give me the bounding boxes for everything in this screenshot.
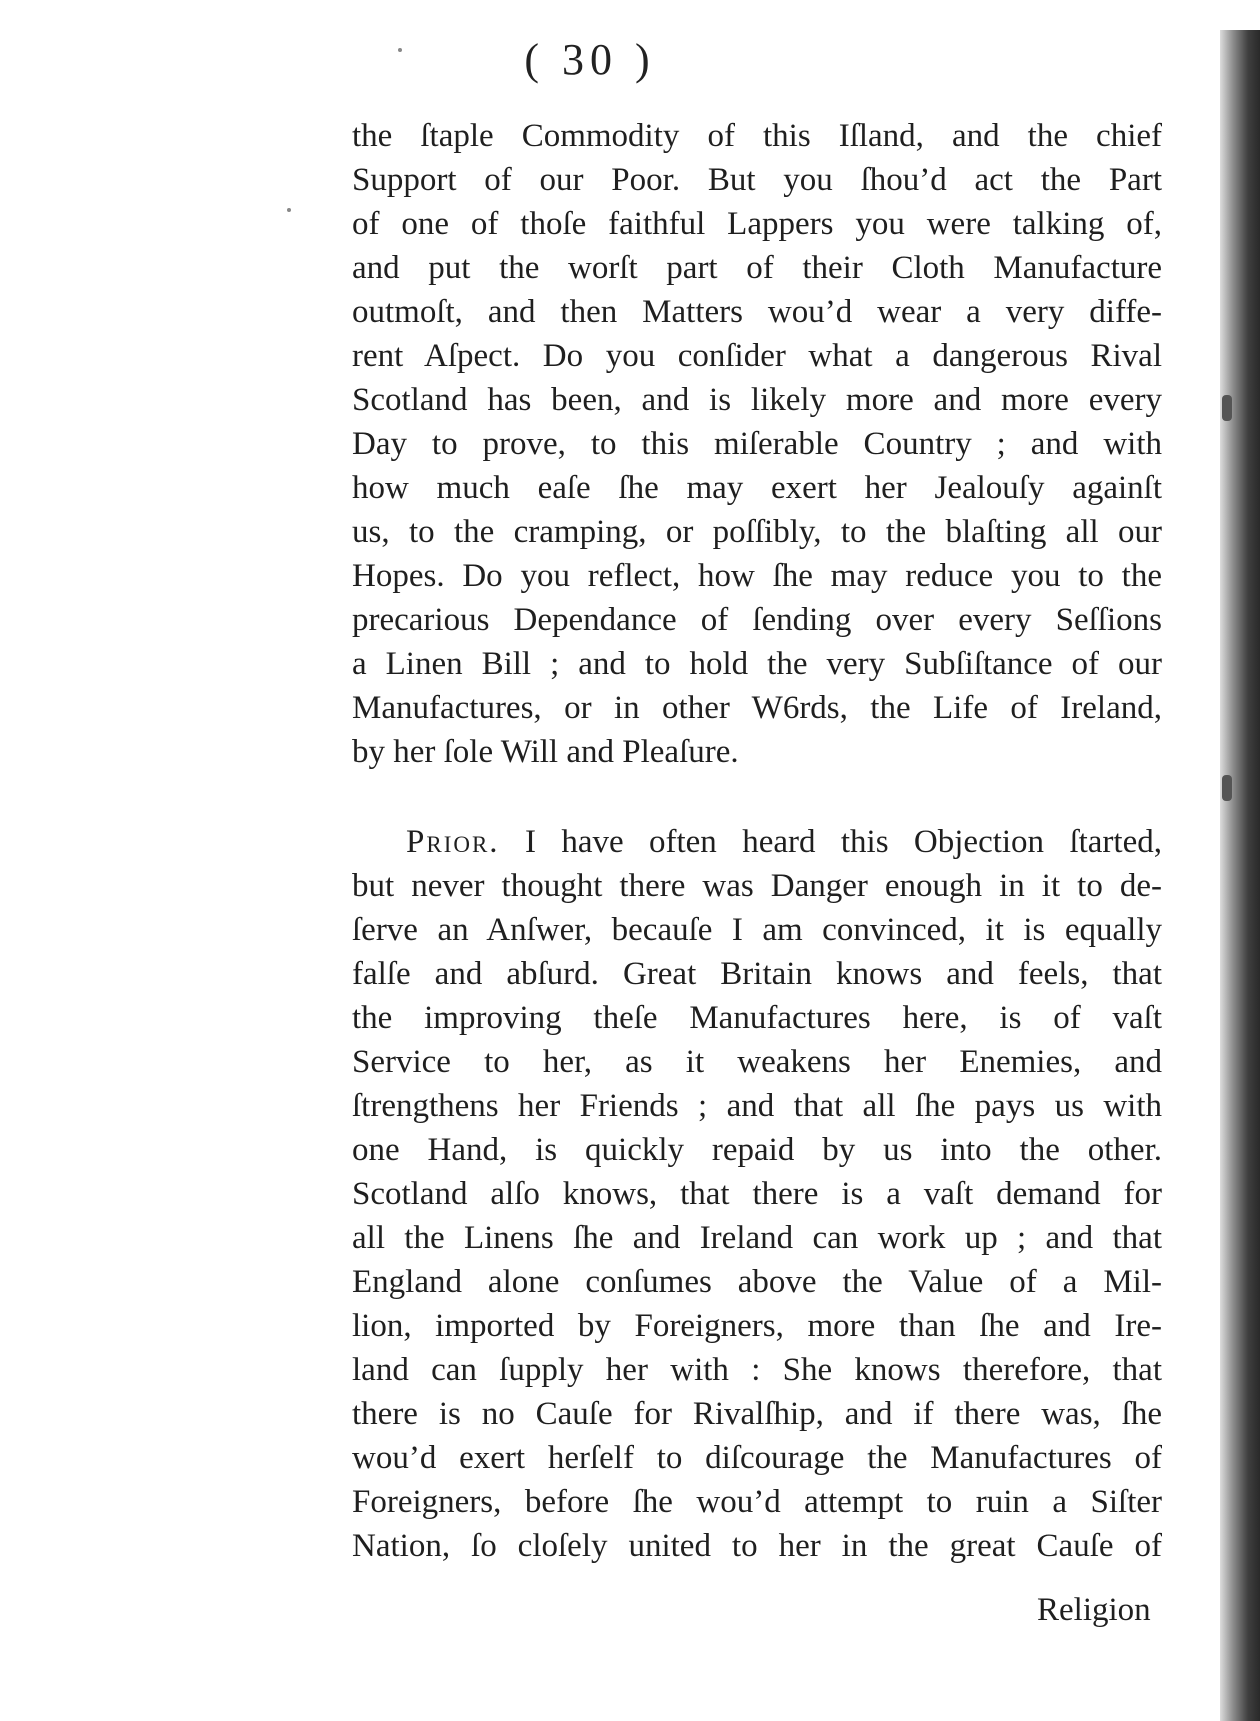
- text-line: a Linen Bill ; and to hold the very Subſiſtance of our: [352, 646, 1162, 682]
- text-line: Scotland alſo knows, that there is a vaſt demand for: [352, 1176, 1162, 1212]
- text-line: falſe and abſurd. Great Britain knows and feels, that: [352, 956, 1162, 992]
- text-line: Scotland has been, and is likely more and more every: [352, 382, 1162, 418]
- text-line: how much eaſe ſhe may exert her Jealouſy againſt: [352, 470, 1162, 506]
- text-line: and put the worſt part of their Cloth Manufacture: [352, 250, 1162, 286]
- binding-shadow: [1220, 30, 1260, 1721]
- binding-speck: [1222, 395, 1232, 421]
- text-line: there is no Cauſe for Rivalſhip, and if there was, ſhe: [352, 1396, 1162, 1432]
- paper-speck: [398, 48, 402, 52]
- text-line: the improving theſe Manufactures here, is of vaſt: [352, 1000, 1162, 1036]
- binding-speck: [1222, 775, 1232, 801]
- text-line: of one of thoſe faithful Lappers you were talking of,: [352, 206, 1162, 242]
- text-line: Support of our Poor. But you ſhou’d act the Part: [352, 162, 1162, 198]
- text-line-first: [352, 820, 1162, 864]
- paragraph-2: [352, 820, 1162, 1568]
- catchword: Religion: [1037, 1592, 1151, 1628]
- paragraph-1: [352, 114, 1162, 774]
- text-line: Day to prove, to this miſerable Country ; and with: [352, 426, 1162, 462]
- text-line: Hopes. Do you reflect, how ſhe may reduce you to the: [352, 558, 1162, 594]
- text-line: Manufactures, or in other W6rds, the Life of Ireland,: [352, 690, 1162, 726]
- speaker-name: Prior.: [406, 824, 500, 860]
- text-line: England alone conſumes above the Value of a Mil-: [352, 1264, 1162, 1300]
- text-line: ſerve an Anſwer, becauſe I am convinced, it is equally: [352, 912, 1162, 948]
- text-line: outmoſt, and then Matters wou’d wear a very diffe-: [352, 294, 1162, 330]
- text-line: lion, imported by Foreigners, more than ſhe and Ire-: [352, 1308, 1162, 1344]
- text-line: Nation, ſo cloſely united to her in the great Cauſe of: [352, 1528, 1162, 1564]
- text-line: by her ſole Will and Pleaſure.: [352, 734, 739, 770]
- text-line: the ſtaple Commodity of this Iſland, and the chief: [352, 118, 1162, 154]
- text-line: but never thought there was Danger enough in it to de-: [352, 868, 1162, 904]
- text-line: land can ſupply her with : She knows therefore, that: [352, 1352, 1162, 1388]
- page-number: ( 30 ): [524, 35, 656, 84]
- text-line: all the Linens ſhe and Ireland can work up ; and that: [352, 1220, 1162, 1256]
- text-line-rest: I have often heard this Objection ſtarted,: [499, 824, 1162, 860]
- text-line: precarious Dependance of ſending over every Seſſions: [352, 602, 1162, 638]
- text-line: Service to her, as it weakens her Enemies, and: [352, 1044, 1162, 1080]
- text-line: one Hand, is quickly repaid by us into the other.: [352, 1132, 1162, 1168]
- text-line: rent Aſpect. Do you conſider what a dangerous Rival: [352, 338, 1162, 374]
- text-line: Foreigners, before ſhe wou’d attempt to ruin a Siſter: [352, 1484, 1162, 1520]
- paper-speck: [287, 208, 291, 212]
- text-line: ſtrengthens her Friends ; and that all ſhe pays us with: [352, 1088, 1162, 1124]
- text-line: wou’d exert herſelf to diſcourage the Manufactures of: [352, 1440, 1162, 1476]
- text-line: us, to the cramping, or poſſibly, to the blaſting all our: [352, 514, 1162, 550]
